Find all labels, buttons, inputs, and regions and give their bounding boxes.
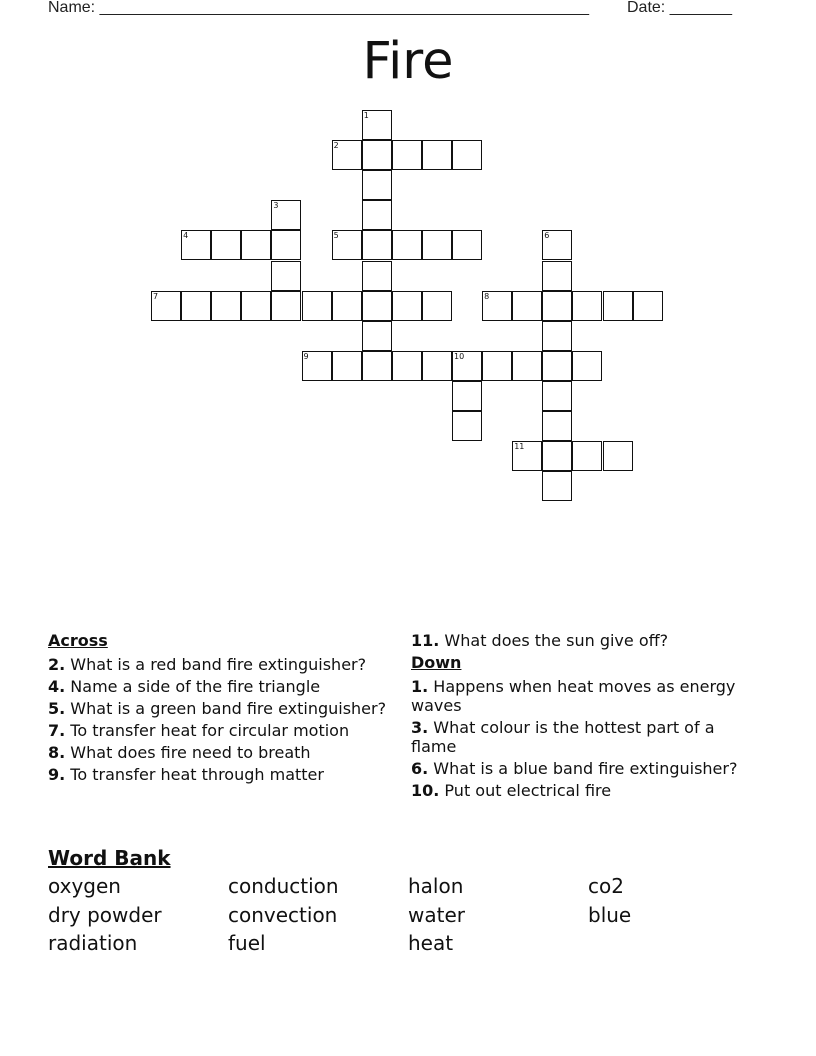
clue-number: 2: [333, 141, 339, 151]
clue-number: 9: [303, 351, 309, 361]
down-heading: Down: [411, 653, 462, 672]
clue-item: [48, 721, 393, 740]
word-bank-entry: fuel: [228, 931, 266, 955]
clue-text: What is a red band fire extinguisher?: [65, 655, 367, 674]
crossword-cell[interactable]: [181, 291, 211, 321]
word-bank-entry: co2: [588, 874, 624, 898]
crossword-cell[interactable]: [572, 441, 602, 471]
crossword-cell[interactable]: [542, 291, 572, 321]
clues-right-column: [411, 631, 761, 803]
clue-text: Put out electrical fire: [439, 781, 612, 800]
clue-number: 3: [273, 201, 279, 211]
clue-item: [48, 699, 393, 718]
clue-item: [48, 677, 393, 696]
crossword-cell[interactable]: [332, 230, 362, 260]
word-bank-entry: halon: [408, 874, 464, 898]
clue-text: What colour is the hottest part of a flame: [411, 718, 715, 756]
clue-number-label: 1.: [411, 677, 429, 696]
crossword-cell[interactable]: [542, 351, 572, 381]
crossword-cell[interactable]: [603, 291, 633, 321]
crossword-cell[interactable]: [542, 261, 572, 291]
clue-number-label: 4.: [48, 677, 66, 696]
crossword-cell[interactable]: [271, 230, 301, 260]
crossword-cell[interactable]: [542, 471, 572, 501]
crossword-cell[interactable]: [271, 261, 301, 291]
crossword-cell[interactable]: [603, 441, 633, 471]
clue-item: [48, 765, 393, 784]
clue-number-label: 7.: [48, 721, 66, 740]
crossword-cell[interactable]: [362, 230, 392, 260]
crossword-cell[interactable]: [392, 140, 422, 170]
crossword-cell[interactable]: [422, 230, 452, 260]
crossword-cell[interactable]: [332, 291, 362, 321]
crossword-cell[interactable]: [542, 441, 572, 471]
clue-number-label: 5.: [48, 699, 66, 718]
word-bank-entry: water: [408, 903, 465, 927]
crossword-cell[interactable]: [362, 140, 392, 170]
clue-text: What does fire need to breath: [65, 743, 311, 762]
clue-number-label: 6.: [411, 759, 429, 778]
clue-text: Name a side of the fire triangle: [65, 677, 321, 696]
crossword-cell[interactable]: [392, 230, 422, 260]
word-bank-entry: blue: [588, 903, 632, 927]
clue-number-label: 9.: [48, 765, 66, 784]
clue-item: [411, 781, 761, 800]
crossword-cell[interactable]: [542, 381, 572, 411]
clue-item: [411, 677, 761, 715]
word-bank-entry: heat: [408, 931, 454, 955]
clues-left-column: [48, 631, 393, 787]
clue-item: [411, 718, 761, 756]
crossword-cell[interactable]: [362, 170, 392, 200]
word-bank-entry: oxygen: [48, 874, 121, 898]
crossword-cell[interactable]: [181, 230, 211, 260]
word-bank-entry: conduction: [228, 874, 339, 898]
crossword-cell[interactable]: [302, 351, 332, 381]
clue-item: [411, 759, 761, 778]
crossword-cell[interactable]: [362, 261, 392, 291]
crossword-cell[interactable]: [542, 230, 572, 260]
crossword-cell[interactable]: [362, 291, 392, 321]
crossword-cell[interactable]: [542, 321, 572, 351]
word-bank-entry: dry powder: [48, 903, 162, 927]
clue-number: 1: [363, 111, 369, 120]
crossword-cell[interactable]: [151, 291, 181, 321]
crossword-cell[interactable]: [271, 200, 301, 230]
crossword-cell[interactable]: [271, 291, 301, 321]
crossword-cell[interactable]: [512, 441, 542, 471]
name-field-label: Name: _______________________________________________________: [48, 0, 589, 16]
crossword-cell[interactable]: [572, 291, 602, 321]
crossword-cell[interactable]: [332, 351, 362, 381]
clue-text: What is a green band fire extinguisher?: [65, 699, 387, 718]
crossword-cell[interactable]: [392, 291, 422, 321]
clue-number-label: 3.: [411, 718, 429, 737]
crossword-cell[interactable]: [482, 291, 512, 321]
page-title: Fire: [362, 32, 454, 91]
clue-text: To transfer heat through matter: [65, 765, 324, 784]
clue-text: Happens when heat moves as energy waves: [411, 677, 736, 715]
clue-text: What is a blue band fire extinguisher?: [428, 759, 738, 778]
crossword-cell[interactable]: [422, 351, 452, 381]
crossword-cell[interactable]: [482, 351, 512, 381]
crossword-cell[interactable]: [452, 411, 482, 441]
crossword-cell[interactable]: [452, 351, 482, 381]
crossword-cell[interactable]: [302, 291, 332, 321]
clue-number: 7: [153, 291, 159, 301]
crossword-cell[interactable]: [332, 140, 362, 170]
crossword-cell[interactable]: [512, 351, 542, 381]
clue-item: [411, 631, 761, 650]
crossword-cell[interactable]: [422, 291, 452, 321]
crossword-cell[interactable]: [633, 291, 663, 321]
clue-number: 11: [514, 442, 525, 452]
clue-item: [48, 655, 393, 674]
crossword-cell[interactable]: [241, 291, 271, 321]
clue-number-label: 11.: [411, 631, 440, 650]
crossword-cell[interactable]: [452, 140, 482, 170]
clue-item: [48, 743, 393, 762]
date-field-label: Date: _______: [627, 0, 732, 16]
crossword-cell[interactable]: [362, 110, 392, 140]
clue-text: To transfer heat for circular motion: [65, 721, 350, 740]
crossword-cell[interactable]: [572, 351, 602, 381]
word-bank-entry: convection: [228, 903, 338, 927]
crossword-cell[interactable]: [362, 351, 392, 381]
crossword-cell[interactable]: [241, 230, 271, 260]
crossword-cell[interactable]: [362, 321, 392, 351]
crossword-cell[interactable]: [392, 351, 422, 381]
crossword-cell[interactable]: [362, 200, 392, 230]
clue-number: 6: [544, 231, 550, 241]
clue-number-label: 2.: [48, 655, 66, 674]
crossword-cell[interactable]: [452, 381, 482, 411]
clue-number: 5: [333, 231, 339, 241]
clue-number: 8: [484, 291, 490, 301]
crossword-cell[interactable]: [512, 291, 542, 321]
clue-number: 10: [454, 351, 465, 361]
word-bank-title: Word Bank: [48, 846, 171, 870]
crossword-cell[interactable]: [211, 291, 241, 321]
clue-number-label: 8.: [48, 743, 66, 762]
clue-text: What does the sun give off?: [439, 631, 669, 650]
crossword-cell[interactable]: [422, 140, 452, 170]
across-heading: Across: [48, 631, 108, 650]
clue-number: 4: [183, 231, 189, 241]
crossword-cell[interactable]: [452, 230, 482, 260]
word-bank-entry: radiation: [48, 931, 138, 955]
clue-number-label: 10.: [411, 781, 440, 800]
crossword-cell[interactable]: [542, 411, 572, 441]
crossword-cell[interactable]: [211, 230, 241, 260]
